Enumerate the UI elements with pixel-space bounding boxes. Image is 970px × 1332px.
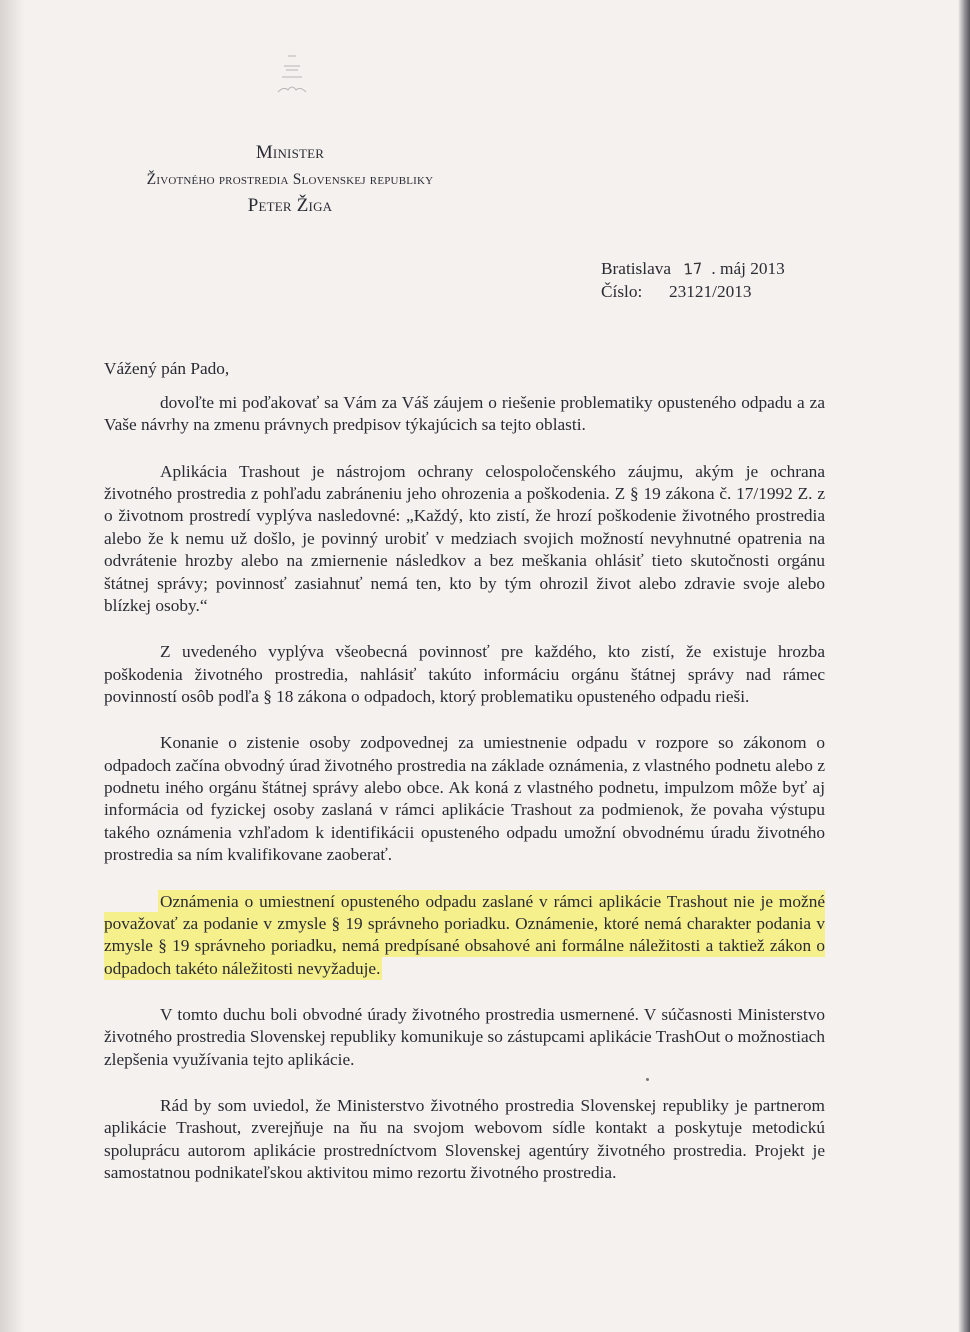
reference-number: 23121/2013 [668,281,752,301]
paragraph-2: Aplikácia Trashout je nástrojom ochrany celospoločenského záujmu, akým je ochrana životného prostredia z pohľadu zabráneniu jeho ohrozenia a poškodenia. Z § 19 zákona č. 17/1992 Z. z o životnom prostredí vyplýva nasledovné: „Každý, kto zistí, že hrozí poškodenie životného prostredia alebo že k nemu už došlo, je povinný urobiť v medziach svojich možností nevyhnutné opatrenia na odvrátenie hrozby alebo na zmiernenie následkov a bez meškania ohlásiť tieto skutočnosti orgánu štátnej správy; povinnosť zasiahnuť nemá ten, kto by tým ohrozil život alebo zdravie svoje alebo blízkej osoby.“ [104,461,825,616]
reference-line [601,281,785,304]
letterhead-person [0,193,580,220]
handwritten-day: 17 [683,259,704,279]
place: Bratislava [601,259,672,278]
paragraph-3: Z uvedeného vyplýva všeobecná povinnosť pre každého, kto zistí, že existuje hrozba poškodenia životného prostredia, nahlásiť takúto informáciu orgánu štátnej správy nad rámec povinností osôb podľa § 18 zákona o odpadoch, ktorý problematiku opusteného odpadu rieši. [104,642,825,707]
paragraph-7: Rád by som uviedol, že Ministerstvo životného prostredia Slovenskej republiky je partnerom aplikácie Trashout, zverejňuje na ňu na svojom webovom sídle kontakt a poskytuje metodickú spoluprácu autorom aplikácie prostredníctvom Slovenskej agentúry životného prostredia. Projekt je samostatnou podnikateľskou aktivitou mimo rezortu životného prostredia. [104,1095,825,1183]
paragraph-1: dovoľte mi poďakovať sa Vám za Váš záujem o riešenie problematiky opusteného odpadu a za Vaše návrhy na zmenu právnych predpisov týkajúcich sa tejto oblasti. [104,393,825,435]
reference-label: Číslo: [601,281,643,301]
letterhead-title [0,140,580,167]
letterhead-line-3: Peter Žiga [247,195,333,216]
letter-meta [601,258,785,303]
letterhead [0,140,580,220]
letterhead-line-1: Minister [255,142,325,163]
date-line [601,258,785,281]
scan-shadow-right [958,0,970,1332]
paragraph-6: V tomto duchu boli obvodné úrady životného prostredia usmernené. V súčasnosti Ministerstvo životného prostredia Slovenskej republiky komunikuje so zástupcami aplikácie TrashOut o možnostiach zlepšenia využívania tejto aplikácie. [104,1004,825,1069]
paragraph-4: Konanie o zistenie osoby zodpovednej za umiestnenie odpadu v rozpore so zákonom o odpadoch začína obvodný úrad životného prostredia na základe oznámenia, z vlastného podnetu alebo z podnetu iného orgánu štátnej správy alebo obce. Ak koná z vlastného podnetu, impulzom môže byť aj informácia od fyzickej osoby zaslaná v rámci aplikácie Trashout za podmienok, že povaha výstupu takého oznámenia vzhľadom k identifikácii opusteného odpadu umožní obvodnému úradu životného prostredia sa ním kvalifikovane zaoberať. [104,733,825,865]
highlighted-text: Oznámenia o umiestnení opusteného odpadu zaslané v rámci aplikácie Trashout nie je možné považovať za podanie v zmysle § 19 správneho poriadku. Oznámenie, ktoré nemá charakter podania v zmysle § 19 správneho poriadku, nemá predpísané obsahové ani formálne náležitosti a taktiež zákon o odpadoch takéto náležitosti nevyžaduje. [104,891,825,978]
coat-of-arms-icon [270,52,314,104]
salutation: Vážený pán Pado, [104,359,230,378]
paragraph-5-highlighted [104,891,825,981]
month-year: . máj 2013 [711,259,785,278]
letter-body [104,392,825,1208]
scan-speck [646,1078,649,1081]
letterhead-ministry [0,167,580,193]
letterhead-line-2: Životného prostredia Slovenskej republiky [146,171,434,188]
